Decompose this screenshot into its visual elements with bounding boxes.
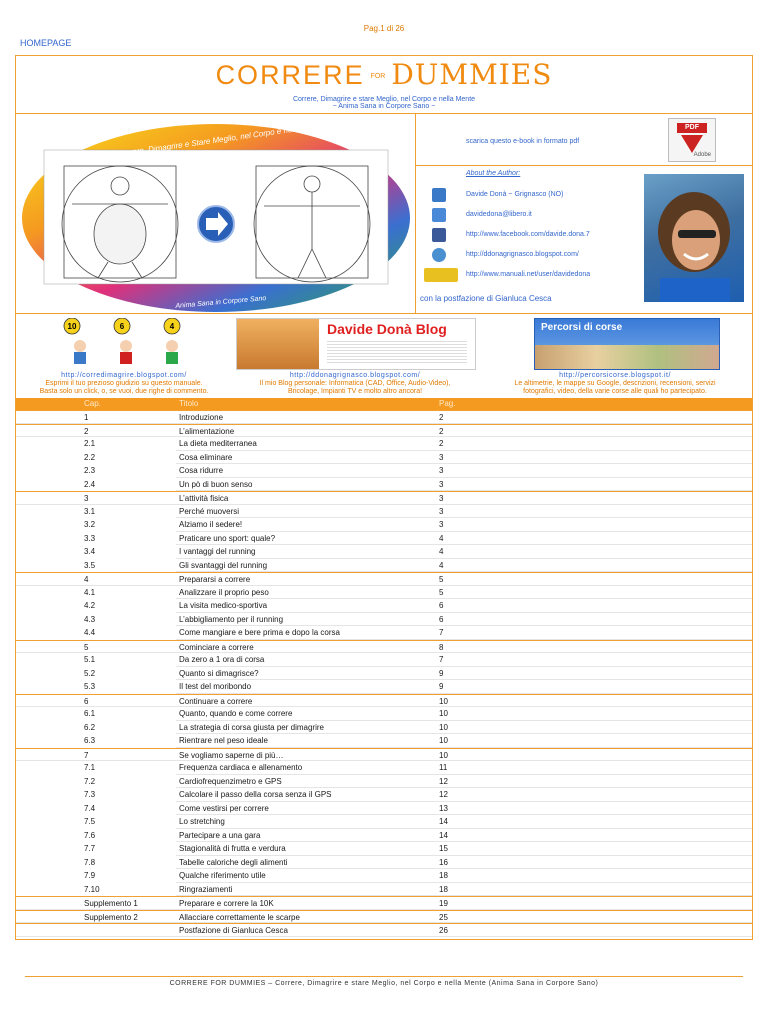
toc-chapter-title[interactable]: Come mangiare e bere prima e dopo la corsa (179, 628, 340, 637)
toc-chapter-number: 7 (84, 750, 89, 760)
toc-page-number: 3 (439, 452, 444, 462)
toc-row[interactable] (16, 518, 752, 532)
toc-chapter-title[interactable]: Stagionalità di frutta e verdura (179, 844, 286, 853)
facebook-icon (432, 228, 446, 242)
toc-chapter-title[interactable]: Continuare a correre (179, 696, 253, 706)
toc-page-number: 18 (439, 884, 448, 894)
toc-page-number: 10 (439, 696, 448, 706)
toc-chapter-number: 3.2 (84, 520, 96, 529)
toc-chapter-title[interactable]: Qualche riferimento utile (179, 871, 266, 880)
blog-desc-line-2: fotografici, video, della varie corse alle quali ho partecipato. (523, 388, 707, 395)
blog-desc-line-1: Esprimi il tuo prezioso giudizio su questo manuale. (45, 380, 203, 387)
blog-desc-corredimagrire (16, 380, 232, 396)
blog-desc-ddonagrignasco (232, 380, 478, 396)
toc-page-number: 6 (439, 601, 444, 610)
toc-row[interactable] (16, 572, 752, 586)
toc-page-number: 14 (439, 817, 448, 826)
toc-chapter-number: 7.5 (84, 817, 96, 826)
toc-header-page: Pag. (439, 399, 456, 408)
toc-page-number: 7 (439, 628, 444, 637)
toc-chapter-title[interactable]: Perché muoversi (179, 506, 240, 516)
toc-page-number: 9 (439, 668, 444, 678)
toc-chapter-title[interactable]: Introduzione (179, 413, 224, 422)
blogs-row (16, 314, 752, 398)
toc-page-number: 3 (439, 506, 444, 516)
toc-chapter-number: 3.5 (84, 560, 96, 570)
toc-chapter-title[interactable]: Analizzare il proprio peso (179, 587, 269, 597)
manuali-icon (424, 268, 458, 282)
kid-figure-4 (164, 318, 180, 364)
toc-page-number: 7 (439, 655, 444, 664)
toc-page-number: 19 (439, 899, 448, 908)
home-icon (432, 188, 446, 202)
toc-row[interactable] (16, 599, 752, 613)
toc-row[interactable] (16, 626, 752, 640)
toc-row[interactable] (16, 532, 752, 546)
toc-row[interactable] (16, 775, 752, 789)
kid-figure-10 (64, 318, 86, 364)
toc-row[interactable] (16, 640, 752, 654)
toc-chapter-title[interactable]: L’attività fisica (179, 494, 229, 503)
toc-row[interactable] (16, 896, 752, 910)
toc-row[interactable] (16, 451, 752, 465)
toc-chapter-title[interactable]: Gli svantaggi del running (179, 560, 268, 570)
toc-chapter-number: 2.2 (84, 452, 96, 462)
toc-page-number: 13 (439, 803, 448, 813)
toc-row[interactable] (16, 842, 752, 856)
toc-page-number: 3 (439, 520, 444, 529)
toc-chapter-title[interactable]: La dieta mediterranea (179, 439, 257, 448)
blog-banner-text-lines (327, 341, 467, 365)
toc-page-number: 12 (439, 790, 448, 799)
globe-icon (432, 248, 446, 262)
percorsi-blog-banner (534, 318, 720, 370)
toc-page-number: 6 (439, 614, 444, 624)
blog-desc-line-1: Il mio Blog personale: Informatica (CAD, Office, Audio-Video), (259, 380, 451, 387)
toc-chapter-title[interactable]: Postfazione di Gianluca Cesca (179, 926, 288, 935)
blog-ddonagrignasco (232, 314, 478, 398)
toc-chapter-number: 7.2 (84, 776, 96, 786)
toc-row[interactable] (16, 586, 752, 600)
toc-row[interactable] (16, 883, 752, 897)
toc-chapter-title[interactable]: Cosa ridurre (179, 466, 224, 475)
toc-chapter-title[interactable]: Quanto, quando e come correre (179, 709, 293, 718)
toc-chapter-number: Supplemento 2 (84, 912, 138, 922)
blog-desc-line-1: Le altimetrie, le mappe su Google, descrizioni, recensioni, servizi (514, 380, 716, 387)
toc-page-number: 18 (439, 871, 448, 880)
percorsi-banner-photos (535, 345, 719, 369)
toc-chapter-title[interactable]: Praticare uno sport: quale? (179, 533, 276, 543)
toc-chapter-title[interactable]: I vantaggi del running (179, 547, 256, 556)
toc-chapter-number: 6 (84, 696, 89, 706)
pdf-download-icon[interactable] (668, 118, 716, 162)
toc-page-number: 3 (439, 479, 444, 489)
contact-address: Davide Donà ~ Grignasco (NO) (466, 191, 564, 198)
toc-row[interactable] (16, 869, 752, 883)
toc-row[interactable] (16, 545, 752, 559)
toc-row[interactable] (16, 410, 752, 424)
toc-page-number: 3 (439, 494, 444, 503)
page-indicator: Pag.1 di 26 (363, 24, 405, 33)
toc-page-number: 2 (439, 426, 444, 436)
toc-chapter-title[interactable]: Lo stretching (179, 817, 225, 826)
toc-page-number: 10 (439, 750, 448, 760)
toc-row[interactable] (16, 829, 752, 843)
title-banner (16, 56, 752, 114)
toc-row[interactable] (16, 856, 752, 870)
pdf-tag: PDF (677, 123, 707, 133)
author-section (416, 166, 752, 314)
toc-chapter-title[interactable]: Allacciare correttamente le scarpe (179, 912, 300, 922)
subtitle-line-2: ~ Anima Sana in Corpore Sano ~ (332, 103, 436, 110)
svg-text:4: 4 (169, 322, 175, 331)
toc-chapter-number: 3.4 (84, 547, 96, 556)
toc-chapter-title[interactable]: Calcolare il passo della corsa senza il GPS (179, 790, 332, 799)
toc-row[interactable] (16, 788, 752, 802)
toc-row[interactable] (16, 680, 752, 694)
toc-page-number: 2 (439, 413, 444, 422)
blog-banner-photo (237, 319, 319, 369)
page-footer: CORRERE FOR DUMMIES – Correre, Dimagrire e stare Meglio, nel Corpo e nella Mente (Anima Sana in Corpore Sano) (169, 980, 599, 987)
toc-page-number: 10 (439, 709, 448, 718)
toc-chapter-number: Supplemento 1 (84, 899, 138, 908)
toc-chapter-title[interactable]: Da zero a 1 ora di corsa (179, 655, 265, 664)
homepage-link[interactable]: HOMEPAGE (20, 38, 72, 48)
toc-page-number: 4 (439, 547, 444, 556)
contact-manuali[interactable]: http://www.manuali.net/user/davidedona (466, 271, 591, 278)
blog-banner-title: Davide Donà Blog (327, 321, 447, 337)
toc-chapter-title[interactable]: Se vogliamo saperne di più… (179, 750, 284, 760)
subtitle-line-1: Correre, Dimagrire e stare Meglio, nel Corpo e nella Mente (292, 96, 476, 103)
toc-chapter-title[interactable]: Partecipare a una gara (179, 830, 261, 840)
blog-desc-percorsicorse (478, 380, 752, 396)
toc-chapter-title[interactable]: Cosa eliminare (179, 452, 233, 462)
toc-page-number: 14 (439, 830, 448, 840)
toc-chapter-title[interactable]: Rientrare nel peso ideale (179, 736, 268, 745)
toc-chapter-number: 7.3 (84, 790, 96, 799)
blog-desc-line-2: Basta solo un click, o, se vuoi, due righe di commento. (39, 388, 209, 395)
toc-chapter-title[interactable]: Alziamo il sedere! (179, 520, 243, 529)
toc-page-number: 2 (439, 439, 444, 448)
svg-text:10: 10 (67, 322, 77, 331)
toc-chapter-title[interactable]: La visita medico-sportiva (179, 601, 268, 610)
download-pdf-link[interactable]: scarica questo e-book in formato pdf (466, 138, 580, 145)
toc-chapter-number: 4 (84, 575, 89, 584)
toc-row[interactable] (16, 478, 752, 492)
email-icon (432, 208, 446, 222)
toc-row[interactable] (16, 667, 752, 681)
toc-page-number: 4 (439, 533, 444, 543)
toc-row[interactable] (16, 734, 752, 748)
toc-chapter-title[interactable]: Un pò di buon senso (179, 479, 253, 489)
toc-chapter-number: 4.1 (84, 587, 96, 597)
toc-chapter-number: 2.1 (84, 439, 96, 448)
toc-chapter-number: 7.7 (84, 844, 96, 853)
toc-row[interactable] (16, 707, 752, 721)
toc-chapter-title[interactable]: Ringraziamenti (179, 884, 233, 894)
footer-divider (25, 976, 743, 977)
toc-page-number: 5 (439, 587, 444, 597)
toc-chapter-number: 7.4 (84, 803, 96, 813)
toc-chapter-number: 7.10 (84, 884, 100, 894)
toc-page-number: 10 (439, 722, 448, 732)
toc-header-cap: Cap. (84, 399, 101, 408)
toc-row[interactable] (16, 559, 752, 573)
toc-page-number: 25 (439, 912, 448, 922)
toc-page-number: 15 (439, 844, 448, 853)
adobe-label: Adobe (693, 152, 711, 158)
contact-email[interactable]: davidedona@libero.it (466, 211, 532, 218)
toc-page-number: 11 (439, 763, 448, 772)
toc-row[interactable] (16, 424, 752, 438)
toc-chapter-number: 6.3 (84, 736, 96, 745)
toc-chapter-number: 4.2 (84, 601, 96, 610)
contact-blog[interactable]: http://ddonagrignasco.blogspot.com/ (466, 251, 579, 258)
toc-header-row (16, 398, 752, 410)
kid-figure-6 (114, 318, 132, 364)
toc-page-number: 26 (439, 926, 448, 935)
toc-row[interactable] (16, 802, 752, 816)
toc-row[interactable] (16, 721, 752, 735)
toc-chapter-number: 5.1 (84, 655, 96, 664)
hero-arc-text-top: Correre, Dimagrire e Stare Meglio, nel Corpo e nella Mente (116, 120, 325, 159)
toc-chapter-number: 5.2 (84, 668, 96, 678)
blog-link-ddonagrignasco[interactable]: http://ddonagrignasco.blogspot.com/ (289, 372, 421, 379)
toc-chapter-title[interactable]: Cominciare a correre (179, 642, 254, 652)
toc-page-number: 3 (439, 466, 444, 475)
toc-page-number: 5 (439, 575, 444, 584)
percorsi-banner-title: Percorsi di corse (541, 322, 623, 333)
toc-chapter-number: 1 (84, 413, 89, 422)
logo-word-for: FOR (370, 72, 386, 80)
toc-row[interactable] (16, 910, 752, 924)
toc-chapter-number: 5.3 (84, 682, 96, 691)
toc-chapter-number: 2.4 (84, 479, 96, 489)
toc-chapter-title[interactable]: Prepararsi a correre (179, 575, 251, 584)
author-photo (644, 174, 744, 302)
toc-row[interactable] (16, 491, 752, 505)
hero-arc-text-bottom: Anima Sana in Corpore Sano (175, 295, 267, 310)
toc-chapter-number: 4.3 (84, 614, 96, 624)
contact-facebook[interactable]: http://www.facebook.com/davide.dona.7 (466, 231, 590, 238)
toc-page-number: 12 (439, 776, 448, 786)
toc-page-number: 8 (439, 642, 444, 652)
toc-chapter-number: 7.9 (84, 871, 96, 880)
blog-percorsicorse (478, 314, 752, 398)
toc-page-number: 9 (439, 682, 444, 691)
toc-chapter-number: 7.1 (84, 763, 96, 772)
hero-illustration (16, 114, 416, 314)
toc-chapter-number: 5 (84, 642, 89, 652)
toc-chapter-title[interactable]: Cardiofrequenzimetro e GPS (179, 776, 282, 786)
toc-chapter-title[interactable]: La strategia di corsa giusta per dimagrire (179, 722, 324, 732)
toc-chapter-title[interactable]: Il test del moribondo (179, 682, 252, 691)
toc-chapter-title[interactable]: Come vestirsi per correre (179, 803, 269, 813)
davide-blog-banner (236, 318, 476, 370)
toc-row[interactable] (16, 815, 752, 829)
blog-link-corredimagrire[interactable]: http://corredimagrire.blogspot.com/ (61, 372, 187, 379)
download-section (416, 114, 752, 166)
toc-chapter-title[interactable]: Preparare e correre la 10K (179, 899, 274, 908)
book-logo (16, 58, 752, 91)
toc-page-number: 4 (439, 560, 444, 570)
blog-corredimagrire (16, 314, 232, 398)
toc-row[interactable] (16, 464, 752, 478)
logo-word-correre: CORRERE (215, 60, 365, 90)
kids-numbers-banner (58, 318, 190, 370)
postfazione-note: con la postfazione di Gianluca Cesca (420, 294, 552, 303)
toc-header-title: Titolo (179, 399, 199, 408)
svg-text:6: 6 (119, 322, 125, 331)
toc-chapter-number: 2.3 (84, 466, 96, 475)
toc-chapter-number: 2 (84, 426, 89, 436)
toc-chapter-title[interactable]: Tabelle caloriche degli alimenti (179, 857, 288, 867)
toc-row[interactable] (16, 694, 752, 708)
blog-link-percorsicorse[interactable]: http://percorsicorse.blogspot.it/ (559, 372, 671, 379)
document-frame (15, 55, 753, 940)
toc-chapter-number: 4.4 (84, 628, 96, 637)
toc-chapter-title[interactable]: Frequenza cardiaca e allenamento (179, 763, 303, 772)
logo-word-dummies: DUMMIES (391, 58, 553, 91)
toc-chapter-number: 3.1 (84, 506, 96, 516)
toc-row[interactable] (16, 653, 752, 667)
toc-row[interactable] (16, 748, 752, 762)
toc-chapter-title[interactable]: L’alimentazione (179, 426, 235, 436)
toc-chapter-title[interactable]: Quanto si dimagrisce? (179, 668, 259, 678)
toc-chapter-number: 6.1 (84, 709, 96, 718)
toc-chapter-title[interactable]: L’abbigliamento per il running (179, 614, 284, 624)
toc-row[interactable] (16, 437, 752, 451)
toc-chapter-number: 3 (84, 494, 89, 503)
toc-row[interactable] (16, 613, 752, 627)
toc-row-divider (16, 936, 752, 937)
toc-row[interactable] (16, 761, 752, 775)
toc-row[interactable] (16, 923, 752, 937)
toc-chapter-number: 7.8 (84, 857, 96, 867)
about-author-heading: About the Author: (466, 170, 521, 177)
toc-chapter-number: 7.6 (84, 830, 96, 840)
toc-chapter-number: 6.2 (84, 722, 96, 732)
toc-chapter-number: 3.3 (84, 533, 96, 543)
toc-row[interactable] (16, 505, 752, 519)
toc-page-number: 16 (439, 857, 448, 867)
download-arrow-icon (681, 135, 703, 153)
toc-page-number: 10 (439, 736, 448, 745)
blog-desc-line-2: Bricolage, Impianti TV e molto altro ancora! (287, 388, 423, 395)
